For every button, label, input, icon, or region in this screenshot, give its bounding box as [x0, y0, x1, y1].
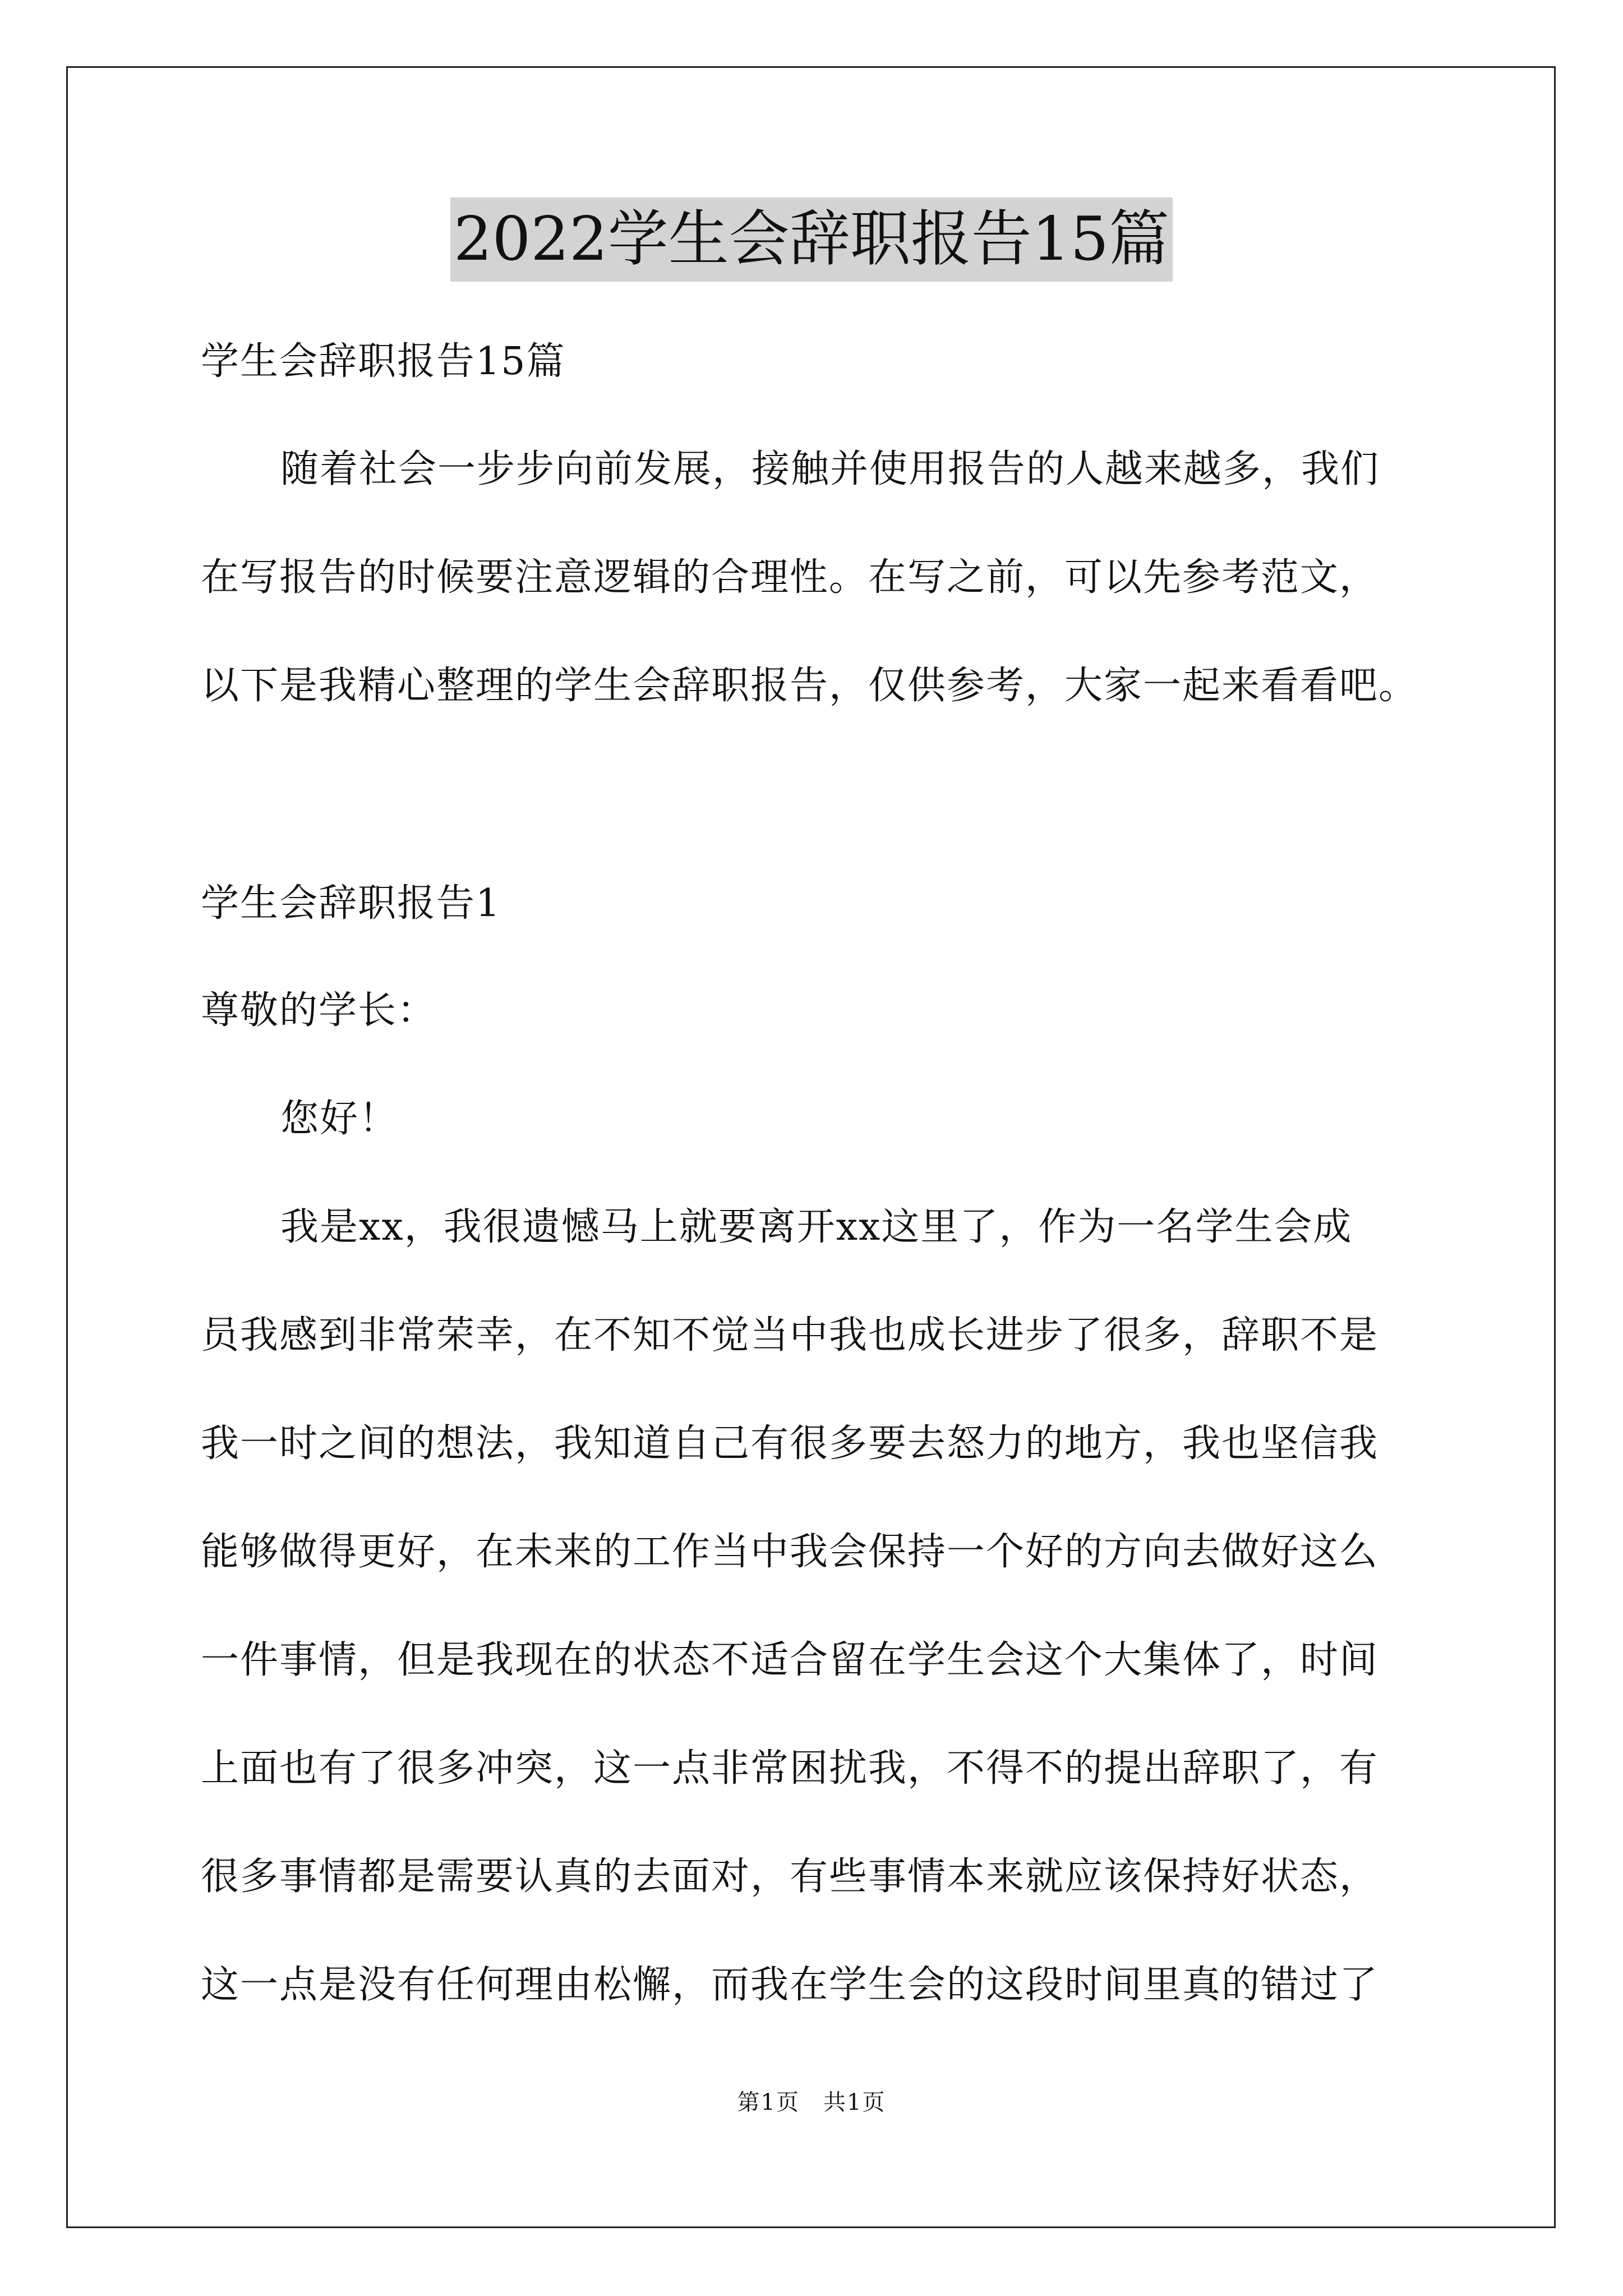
document-title: 2022学生会辞职报告15篇	[450, 197, 1173, 282]
title-area	[0, 197, 1623, 282]
body-line: 我是xx，我很遗憾马上就要离开xx这里了，作为一名学生会成	[280, 1205, 1353, 1249]
body-line: 能够做得更好，在未来的工作当中我会保持一个好的方向去做好这么	[201, 1530, 1379, 1574]
body-line: 上面也有了很多冲突，这一点非常困扰我，不得不的提出辞职了，有	[201, 1746, 1379, 1791]
page-footer: 第1页 共1页	[737, 2090, 886, 2115]
body-line: 这一点是没有任何理由松懈，而我在学生会的这段时间里真的错过了	[201, 1963, 1379, 2007]
intro-line: 以下是我精心整理的学生会辞职报告，仅供参考，大家一起来看看吧。	[201, 664, 1418, 708]
greeting: 您好！	[280, 1097, 399, 1141]
body-line: 很多事情都是需要认真的去面对，有些事情本来就应该保持好状态，	[201, 1855, 1379, 1899]
body-line: 一件事情，但是我现在的状态不适合留在学生会这个大集体了，时间	[201, 1638, 1379, 1682]
subtitle: 学生会辞职报告15篇	[201, 339, 566, 384]
section-heading: 学生会辞职报告1	[201, 881, 501, 926]
salutation: 尊敬的学长：	[201, 988, 437, 1033]
body-line: 我一时之间的想法，我知道自己有很多要去怒力的地方，我也坚信我	[201, 1421, 1379, 1466]
intro-line: 在写报告的时候要注意逻辑的合理性。在写之前，可以先参考范文，	[201, 555, 1379, 600]
page-border	[66, 66, 1556, 2228]
intro-line: 随着社会一步步向前发展，接触并使用报告的人越来越多，我们	[280, 447, 1380, 491]
body-line: 员我感到非常荣幸，在不知不觉当中我也成长进步了很多，辞职不是	[201, 1313, 1379, 1358]
